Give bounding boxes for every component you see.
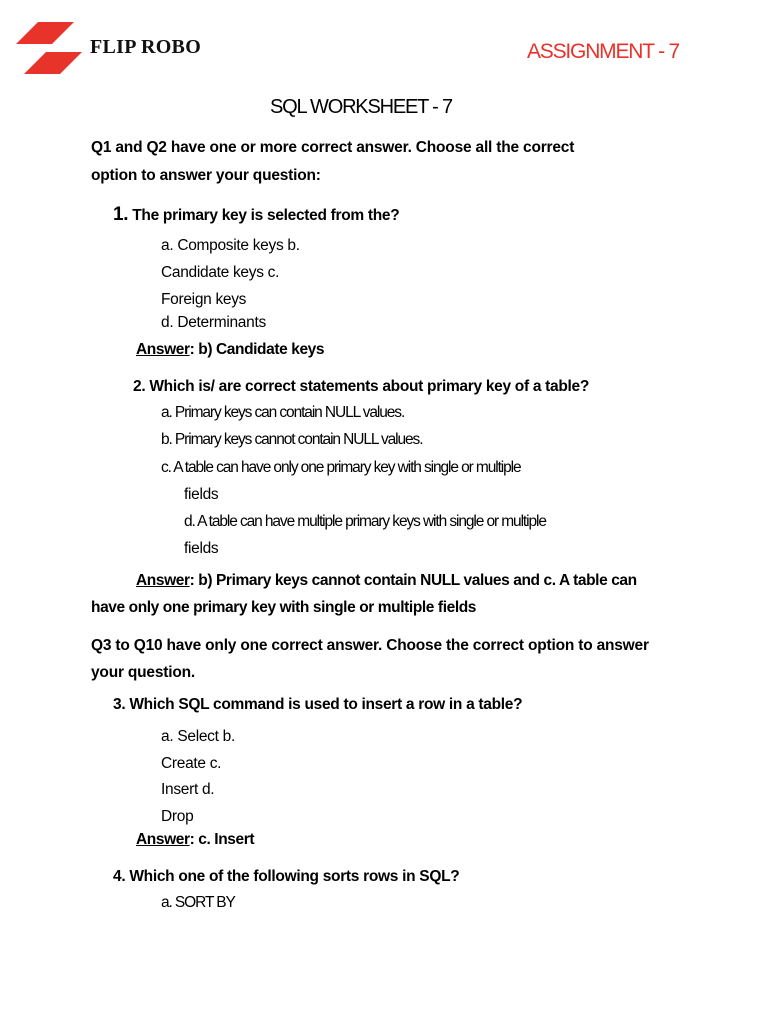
q1-option-1: a. Composite keys b. (161, 237, 300, 254)
q3-answer (136, 831, 254, 849)
intro2-line-1: Q3 to Q10 have only one correct answer. Choose the correct option to answer (91, 637, 649, 654)
question-4: 4. Which one of the following sorts rows in SQL? (113, 868, 460, 885)
flip-robo-logo-icon (16, 22, 82, 74)
brand-name: FLIP ROBO (90, 36, 202, 58)
q2-option-4: d. A table can have multiple primary keys with single or multiple (184, 513, 546, 530)
q1-answer-text: : b) Candidate keys (189, 341, 325, 358)
q2-option-1: a. Primary keys can contain NULL values. (161, 404, 405, 421)
q3-option-3: Insert d. (161, 781, 215, 798)
q2-option-3-cont: fields (184, 486, 219, 503)
intro-line-1: Q1 and Q2 have one or more correct answer. Choose all the correct (91, 139, 575, 156)
q2-answer-cont: have only one primary key with single or multiple fields (91, 599, 477, 616)
question-1 (113, 204, 399, 226)
q3-option-2: Create c. (161, 755, 222, 772)
q4-option-1: a. SORT BY (161, 894, 235, 911)
intro-line-2: option to answer your question: (91, 167, 321, 184)
q3-answer-text: : c. Insert (189, 831, 255, 848)
question-3: 3. Which SQL command is used to insert a row in a table? (113, 696, 523, 713)
q2-answer-label: Answer (136, 572, 190, 589)
q1-option-2: Candidate keys c. (161, 264, 280, 281)
page-title: SQL WORKSHEET - 7 (270, 96, 452, 118)
q1-option-4: d. Determinants (161, 314, 266, 331)
question-1-text: The primary key is selected from the? (132, 207, 400, 224)
q1-answer-label: Answer (136, 341, 190, 358)
q3-answer-label: Answer (136, 831, 190, 848)
q2-option-4-cont: fields (184, 540, 219, 557)
q2-answer (136, 572, 637, 590)
question-1-number: 1. (113, 204, 129, 225)
q1-answer (136, 341, 324, 359)
intro2-line-2: your question. (91, 664, 195, 681)
q2-answer-text: : b) Primary keys cannot contain NULL values and c. A table can (189, 572, 637, 589)
q2-option-2: b. Primary keys cannot contain NULL values. (161, 431, 423, 448)
q2-option-3: c. A table can have only one primary key with single or multiple (161, 459, 521, 476)
assignment-label: ASSIGNMENT - 7 (527, 40, 680, 63)
question-2: 2. Which is/ are correct statements about primary key of a table? (133, 378, 589, 395)
q3-option-4: Drop (161, 808, 194, 825)
q1-option-3: Foreign keys (161, 291, 247, 308)
q3-option-1: a. Select b. (161, 728, 235, 745)
